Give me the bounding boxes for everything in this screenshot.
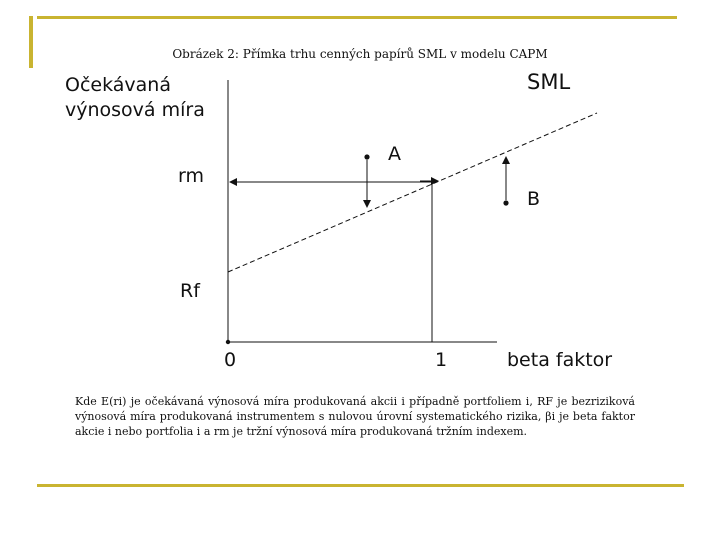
- point-b-label: B: [527, 188, 541, 210]
- rm-label: rm: [178, 165, 204, 187]
- x-axis-label: beta faktor: [507, 349, 613, 371]
- y-axis-label-line1: Očekávaná: [65, 74, 171, 96]
- y-axis-label-line2: výnosová míra: [65, 99, 205, 121]
- origin-point: [226, 340, 230, 344]
- point-a: [364, 154, 369, 159]
- point-a-label: A: [388, 143, 401, 165]
- figure-caption: Obrázek 2: Přímka trhu cenných papírů SML v modelu CAPM: [172, 47, 548, 61]
- point-b: [503, 200, 508, 205]
- sml-label: SML: [527, 70, 571, 94]
- origin-label: 0: [224, 349, 237, 371]
- footnote-text: Kde E(ri) je očekávaná výnosová míra produkovaná akcii i případně portfoliem i, RF je bezriziková výnosová míra produkovaná instrumentem s nulovou úrovní systematického rizika, βi je beta faktor akcie i nebo portfolia i a rm je tržní výnosová míra produkovaná tržním indexem.: [75, 395, 635, 438]
- beta-one-label: 1: [435, 349, 448, 371]
- rf-label: Rf: [180, 280, 200, 302]
- sml-line: [228, 113, 597, 272]
